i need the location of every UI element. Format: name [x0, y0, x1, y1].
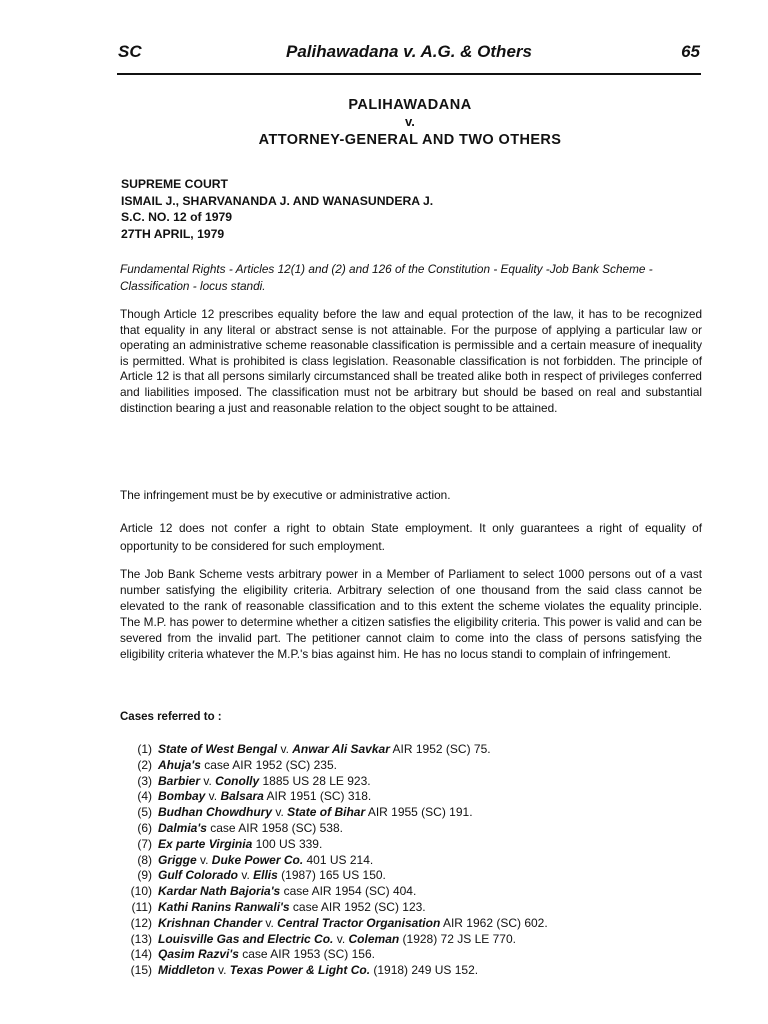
case-text [158, 837, 322, 853]
case-number-label: (5) [137, 805, 152, 820]
case-citation-ref: AIR 1962 (SC) 602. [440, 915, 548, 930]
case-text [158, 774, 371, 790]
case-citation-ref: 401 US 214. [303, 852, 374, 867]
paragraph-employment: Article 12 does not confer a right to obtain State employment. It only guarantees a right of equality of opportunity to be considered for such employment. [120, 521, 702, 553]
paragraph-infringement: The infringement must be by executive or administrative action. [120, 488, 451, 502]
case-party-name-2: Central Tractor Organisation [277, 915, 441, 930]
case-citation-ref: AIR 1951 (SC) 318. [263, 789, 372, 804]
case-citation [116, 853, 716, 869]
case-citation-ref: 1885 US 28 LE 923. [259, 773, 371, 788]
case-citation-ref: (1928) 72 JS LE 770. [399, 931, 516, 946]
case-connector: 100 US 339. [252, 836, 323, 851]
case-party-name-2: Balsara [220, 789, 264, 804]
case-number-label: (2) [137, 757, 152, 772]
case-connector: v. [214, 963, 230, 978]
header-rule [117, 73, 701, 75]
case-number-label: (12) [130, 915, 152, 930]
case-number-label: (7) [137, 836, 152, 851]
court-details [121, 176, 433, 242]
case-connector: v. [205, 789, 221, 804]
case-number-label: (11) [131, 899, 152, 914]
case-connector: case AIR 1952 (SC) 123. [289, 899, 426, 914]
case-party-name: Budhan Chowdhury [158, 805, 272, 820]
case-number-label: (6) [137, 820, 152, 835]
case-party-name-2: Anwar Ali Savkar [292, 742, 390, 756]
case-citation [116, 742, 716, 758]
case-party-name: Middleton [158, 963, 215, 978]
case-short-title: Palihawadana v. A.G. & Others [286, 42, 532, 61]
case-number-label: (3) [137, 773, 152, 788]
case-text [158, 853, 373, 869]
case-number-label: (15) [130, 963, 152, 978]
case-party-name: Bombay [158, 789, 206, 804]
page-number: 65 [681, 42, 700, 61]
case-number-label: (14) [130, 947, 152, 962]
case-party-name: Grigge [158, 852, 197, 867]
case-text [158, 742, 491, 758]
bench-judges: ISMAIL J., SHARVANANDA J. AND WANASUNDERA J. [121, 193, 434, 208]
case-citation [116, 947, 716, 963]
case-party-name-2: State of Bihar [287, 805, 366, 820]
court-abbreviation: SC [118, 42, 142, 61]
case-connector: case AIR 1958 (SC) 538. [206, 820, 343, 835]
case-connector: case AIR 1953 (SC) 156. [238, 947, 375, 962]
case-citation [116, 837, 716, 853]
case-party-name: Ahuja's [158, 757, 201, 772]
case-text [158, 868, 386, 884]
case-number-label: (10) [130, 884, 152, 899]
case-text [158, 900, 426, 916]
case-text [158, 758, 337, 774]
case-number: S.C. NO. 12 of 1979 [121, 210, 233, 224]
case-citation-ref: AIR 1952 (SC) 75. [389, 742, 491, 756]
case-number-label: (9) [137, 868, 152, 883]
case-citation [116, 821, 716, 837]
case-citation [116, 868, 716, 884]
case-citation [116, 805, 716, 821]
case-connector: v. [200, 773, 216, 788]
case-text [158, 947, 375, 963]
case-party-name: Louisville Gas and Electric Co. [158, 931, 334, 946]
case-party-name: Barbier [158, 773, 201, 788]
case-text [158, 963, 478, 979]
case-text [158, 884, 416, 900]
case-party-name: State of West Bengal [158, 742, 278, 756]
case-party-name: Kardar Nath Bajoria's [158, 884, 281, 899]
case-citation [116, 916, 716, 932]
case-connector: v. [272, 805, 288, 820]
case-connector: v. [238, 868, 254, 883]
case-connector: v. [262, 915, 278, 930]
case-party-name-2: Texas Power & Light Co. [229, 963, 371, 978]
court-name: SUPREME COURT [121, 177, 228, 191]
case-party-name-2: Conolly [215, 773, 260, 788]
case-party-name: Gulf Colorado [158, 868, 238, 883]
case-connector: case AIR 1952 (SC) 235. [200, 757, 337, 772]
case-title [118, 95, 702, 151]
paragraph-equality: Though Article 12 prescribes equality before the law and equal protection of the law, it has to be recognized that equality in any literal or abstract sense is not attainable. For the purpose of applying a particular law or operating an administrative scheme reasonable classification is permissible and a certain measure of inequality is permitted. What is prohibited is class legislation. Reasonable classification is not forbidden. The principle of Article 12 is that all persons similarly circumstanced shall be treated alike both in respect of privileges conferred and liabilities imposed. The classification must not be arbitrary but should be based on real and substantial distinction bearing a just and reasonable relation to the object sought to be attained. [120, 307, 702, 415]
respondent-name: ATTORNEY-GENERAL AND TWO OTHERS [258, 132, 562, 148]
case-number-label: (13) [130, 931, 152, 946]
paragraph-job-bank: The Job Bank Scheme vests arbitrary power in a Member of Parliament to select 1000 persons out of a vast number satisfying the eligibility criteria. Arbitrary selection of one thousand from the said class cannot be elevated to the rank of reasonable classification and to this extent the scheme violates the equality principle. The M.P. has power to determine whether a citizen satisfies the eligibility criteria. This power is valid and can be severed from the invalid part. The petitioner cannot claim to come into the class of persons satisfying the eligibility criteria whatever the M.P.'s bias against him. He has no locus standi to complain of infringement. [120, 567, 702, 661]
case-citation [116, 774, 716, 790]
case-citation [116, 758, 716, 774]
case-citation [116, 900, 716, 916]
case-party-name-2: Ellis [253, 868, 278, 883]
case-text [158, 916, 548, 932]
petitioner-name: PALIHAWADANA [348, 97, 472, 113]
headnote-keywords: Fundamental Rights - Articles 12(1) and (2) and 126 of the Constitution - Equality -Job Bank Scheme - Classification - locus standi. [120, 262, 653, 293]
case-party-name: Kathi Ranins Ranwali's [158, 899, 290, 914]
case-party-name-2: Duke Power Co. [211, 852, 304, 867]
case-citation [116, 932, 716, 948]
case-citation [116, 789, 716, 805]
case-connector: v. [333, 931, 349, 946]
case-text [158, 805, 473, 821]
case-party-name: Qasim Razvi's [158, 947, 239, 962]
decision-date: 27TH APRIL, 1979 [121, 226, 225, 241]
case-text [158, 789, 371, 805]
case-party-name: Dalmia's [158, 820, 207, 835]
case-connector: v. [277, 742, 293, 756]
case-connector: case AIR 1954 (SC) 404. [280, 884, 417, 899]
case-party-name-2: Coleman [348, 931, 400, 946]
case-citation-ref: AIR 1955 (SC) 191. [365, 805, 473, 820]
versus-label: v. [405, 114, 415, 129]
cases-heading: Cases referred to : [120, 711, 222, 723]
case-text [158, 821, 343, 837]
case-citation-ref: (1987) 165 US 150. [277, 868, 386, 883]
case-citation [116, 884, 716, 900]
running-header [118, 42, 700, 64]
case-citation-ref: (1918) 249 US 152. [370, 963, 479, 978]
case-citation [116, 963, 716, 979]
case-party-name: Krishnan Chander [158, 915, 263, 930]
case-number-label: (4) [137, 789, 152, 804]
case-party-name: Ex parte Virginia [158, 836, 253, 851]
case-number-label: (1) [137, 742, 152, 756]
case-text [158, 932, 516, 948]
cases-list [116, 742, 716, 979]
case-number-label: (8) [137, 852, 152, 867]
case-connector: v. [196, 852, 212, 867]
